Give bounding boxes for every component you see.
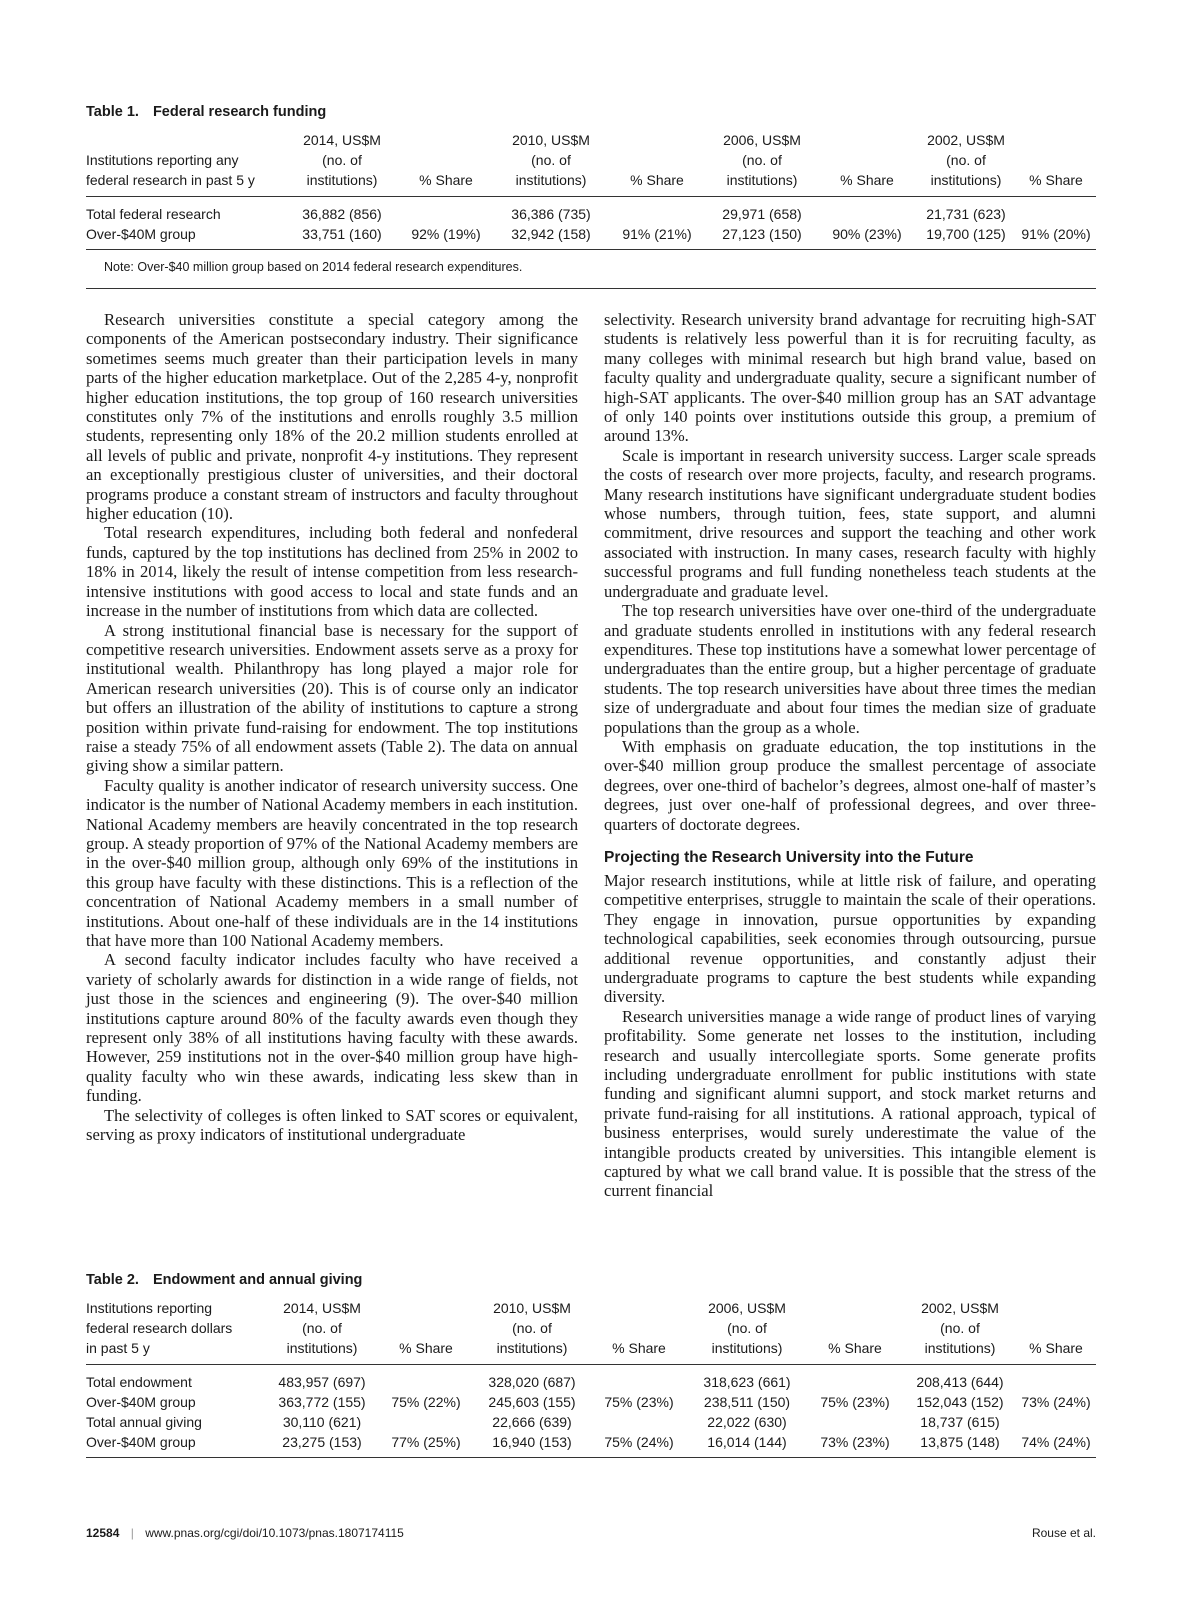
table-cell: 22,022 (630)	[707, 1414, 787, 1430]
table-cell: 74% (24%)	[1016, 1432, 1096, 1458]
table-header-cell: % Share	[608, 130, 706, 197]
page-footer	[86, 1526, 1096, 1540]
table-cell: 328,020 (687)	[488, 1374, 576, 1390]
table-cell: Over-$40M group	[86, 1432, 266, 1458]
paragraph: Faculty quality is another indicator of research university success. One indicator is the number of National Academy members in each institution. National Academy members are heavily concentrated in the top research group. A steady proportion of 97% of the National Academy members are in the over-$40 million group, although only 69% of the institutions in this group have faculty with these distinctions. This is a reflection of the concentration of National Academy members in a small number of institutions. About one-half of these individuals are in the 14 institutions that have more than 100 National Academy members.	[86, 775, 578, 950]
table-2-header-row	[86, 1298, 1096, 1365]
table-cell: 90% (23%)	[818, 224, 916, 250]
table-cell: 75% (22%)	[391, 1394, 461, 1410]
table-1-note: Note: Over-$40 million group based on 2014 federal research expenditures.	[104, 260, 523, 274]
footer-separator: |	[130, 1526, 134, 1540]
table-cell	[608, 197, 706, 225]
table-cell: 75% (24%)	[590, 1432, 688, 1458]
table-cell: 27,123 (150)	[706, 224, 818, 250]
table-cell: 22,666 (639)	[492, 1414, 572, 1430]
table-header-cell: % Share	[398, 130, 494, 197]
table-2-caption	[86, 1272, 1096, 1288]
table-header-cell: 2010, US$M (no. of institutions)	[474, 1298, 590, 1365]
table-cell	[1016, 1365, 1096, 1393]
table-cell: 92% (19%)	[398, 224, 494, 250]
table-2-label: Table 2.	[86, 1272, 139, 1288]
table-cell: 75% (23%)	[820, 1394, 890, 1410]
table-cell: 23,275 (153)	[266, 1432, 378, 1458]
table-cell	[1016, 1412, 1096, 1432]
table-row	[86, 1392, 1096, 1412]
table-cell: 91% (20%)	[1016, 224, 1096, 250]
table-cell: 36,882 (856)	[302, 206, 382, 222]
table-cell: Total annual giving	[86, 1414, 202, 1430]
table-header-cell: % Share	[818, 130, 916, 197]
table-cell: 21,731 (623)	[926, 206, 1006, 222]
table-cell	[806, 1412, 904, 1432]
table-header-cell: % Share	[1016, 1298, 1096, 1365]
table-cell: 18,737 (615)	[920, 1414, 1000, 1430]
table-header-cell: 2002, US$M (no. of institutions)	[916, 130, 1016, 197]
table-header-cell: 2010, US$M (no. of institutions)	[494, 130, 608, 197]
table-cell: 483,957 (697)	[278, 1374, 366, 1390]
table-header-cell: Institutions reporting federal research dollars in past 5 y	[86, 1298, 266, 1365]
table-1-grid	[86, 130, 1096, 250]
table-row	[86, 1365, 1096, 1393]
table-cell: 77% (25%)	[378, 1432, 474, 1458]
paragraph: The top research universities have over one-third of the undergraduate and graduate students enrolled in institutions with any federal research expenditures. These top institutions have a somewhat lower percentage of undergraduates than the entire group, but a higher percentage of graduate students. The top research universities have about three times the median size of undergraduate and about four times the median size of graduate populations than the group as a whole.	[604, 601, 1096, 737]
section-heading: Projecting the Research University into the Future	[604, 848, 974, 866]
table-1	[86, 104, 1096, 289]
table-row	[86, 1432, 1096, 1458]
table-row	[86, 1412, 1096, 1432]
table-cell: Total endowment	[86, 1374, 192, 1390]
table-cell: Over-$40M group	[86, 224, 286, 250]
table-cell	[590, 1365, 688, 1393]
table-cell: 73% (24%)	[1021, 1394, 1091, 1410]
table-cell: 16,014 (144)	[688, 1432, 806, 1458]
table-2	[86, 1272, 1096, 1458]
table-row	[86, 197, 1096, 225]
paragraph: selectivity. Research university brand advantage for recruiting high-SAT students is relatively less powerful than it is for recruiting faculty, as many colleges with minimal research but high brand value, based on faculty quality and undergraduate quality, secure a significant number of high-SAT applicants. The over-$40 million group has an SAT advantage of only 140 points over institutions outside this group, a premium of around 13%.	[604, 310, 1096, 446]
table-cell: 16,940 (153)	[474, 1432, 590, 1458]
table-cell: 318,623 (661)	[703, 1374, 791, 1390]
paragraph: Total research expenditures, including both federal and nonfederal funds, captured by the top institutions has declined from 25% in 2002 to 18% in 2014, likely the result of intense competition from less research-intensive institutions with good access to local and state funds and an increase in the number of institutions from which data are collected.	[86, 523, 578, 621]
table-cell: 32,942 (158)	[494, 224, 608, 250]
paragraph: Scale is important in research university success. Larger scale spreads the costs of research over more projects, faculty, and research programs. Many research institutions have significant undergraduate student bodies whose numbers, through tuition, fees, state support, and alumni commitment, drive resources and support the teaching and other work associated with instruction. In many cases, research faculty with highly successful programs and full funding nonetheless teach students at the undergraduate and graduate level.	[604, 445, 1096, 601]
table-header-cell: 2014, US$M (no. of institutions)	[286, 130, 398, 197]
doi-link[interactable]: www.pnas.org/cgi/doi/10.1073/pnas.1807174115	[145, 1526, 404, 1540]
table-cell: 91% (21%)	[608, 224, 706, 250]
paragraph: A strong institutional financial base is necessary for the support of competitive research universities. Endowment assets serve as a proxy for institutional wealth. Philanthropy has long played a major role for American research universities (20). This is of course only an indicator but offers an illustration of the ability of institutions to capture a strong position within private fund-raising for endowment. The top institutions raise a steady 75% of all endowment assets (Table 2). The data on annual giving show a similar pattern.	[86, 620, 578, 776]
paragraph: A second faculty indicator includes faculty who have received a variety of scholarly awards for distinction in a wide range of fields, not just those in the sciences and engineering (9). The over-$40 million institutions capture around 80% of the faculty awards even though they represent only 38% of all institutions having faculty with these awards. However, 259 institutions not in the over-$40 million group have high-quality faculty who win these awards, indicating less skew than in funding.	[86, 950, 578, 1106]
table-header-cell: Institutions reporting any federal research in past 5 y	[86, 130, 286, 197]
table-cell	[590, 1412, 688, 1432]
paragraph: With emphasis on graduate education, the top institutions in the over-$40 million group produce the smallest percentage of associate degrees, over one-third of bachelor’s degrees, almost one-half of master’s degrees, just over one-half of professional degrees, and over three-quarters of doctorate degrees.	[604, 736, 1096, 834]
table-cell: 19,700 (125)	[916, 224, 1016, 250]
table-header-cell: % Share	[590, 1298, 688, 1365]
table-cell: Total federal research	[86, 206, 221, 222]
table-cell	[378, 1412, 474, 1432]
running-author: Rouse et al.	[1031, 1526, 1096, 1540]
table-cell: 152,043 (152)	[916, 1394, 1004, 1410]
table-1-header-row	[86, 130, 1096, 197]
body-column-left	[86, 310, 578, 1144]
table-1-caption	[86, 104, 1096, 120]
table-cell: 245,603 (155)	[488, 1394, 576, 1410]
paragraph: Research universities constitute a special category among the components of the American postsecondary industry. Their significance sometimes seems much greater than their participation levels in many parts of the higher education marketplace. Out of the 2,285 4-y, nonprofit higher education institutions, the top group of 160 research universities constitutes only 7% of the institutions and enrolls roughly 3.5 million students, representing only 18% of the 20.2 million students enrolled at all levels of public and private, nonprofit 4-y institutions. They represent an exceptionally prestigious cluster of universities, and their doctoral programs produce a constant stream of instructors and faculty throughout higher education (10).	[86, 310, 578, 524]
table-header-cell: % Share	[1016, 130, 1096, 197]
table-cell	[818, 197, 916, 225]
table-cell	[1016, 197, 1096, 225]
table-1-bottom-rule	[86, 288, 1096, 289]
table-1-title: Federal research funding	[152, 104, 327, 120]
table-header-cell: % Share	[806, 1298, 904, 1365]
table-cell	[378, 1365, 474, 1393]
table-header-cell: % Share	[378, 1298, 474, 1365]
page-number: 12584	[86, 1526, 120, 1540]
table-cell: 36,386 (735)	[511, 206, 591, 222]
table-header-cell: 2014, US$M (no. of institutions)	[266, 1298, 378, 1365]
table-cell: 238,511 (150)	[703, 1394, 791, 1410]
table-cell	[806, 1365, 904, 1393]
table-cell	[398, 197, 494, 225]
table-cell: 363,772 (155)	[278, 1394, 366, 1410]
table-cell: 73% (23%)	[806, 1432, 904, 1458]
table-header-cell: 2002, US$M (no. of institutions)	[904, 1298, 1016, 1365]
table-2-title: Endowment and annual giving	[152, 1272, 363, 1288]
table-cell: 33,751 (160)	[286, 224, 398, 250]
paragraph: Research universities manage a wide range of product lines of varying profitability. Some generate net losses to the institution, including research and usually intercollegiate sports. Some generate profits including undergraduate enrollment for public institutions with state funding and significant alumni support, and stock market returns and private fund-raising for all institutions. A rational approach, typical of business enterprises, would surely underestimate the value of the intangible products created by universities. This intangible element is captured by what we call brand value. It is possible that the stress of the current financial	[604, 1006, 1096, 1201]
body-column-right	[604, 310, 1096, 1201]
table-row	[86, 224, 1096, 250]
table-cell: 30,110 (621)	[282, 1414, 362, 1430]
table-cell: 13,875 (148)	[904, 1432, 1016, 1458]
table-header-cell: 2006, US$M (no. of institutions)	[688, 1298, 806, 1365]
table-cell: 29,971 (658)	[722, 206, 802, 222]
table-1-label: Table 1.	[86, 104, 139, 120]
paragraph: Major research institutions, while at little risk of failure, and operating competitive enterprises, struggle to maintain the scale of their operations. They engage in innovation, pursue opportunities by expanding technological capabilities, seek economies through outsourcing, pursue additional revenue opportunities, and constantly adjust their undergraduate programs to capture the best students while expanding diversity.	[604, 870, 1096, 1007]
table-cell: Over-$40M group	[86, 1394, 196, 1410]
table-header-cell: 2006, US$M (no. of institutions)	[706, 130, 818, 197]
table-cell: 208,413 (644)	[916, 1374, 1004, 1390]
paragraph: The selectivity of colleges is often linked to SAT scores or equivalent, serving as proxy indicators of institutional undergraduate	[86, 1105, 578, 1145]
table-2-grid	[86, 1298, 1096, 1458]
table-cell: 75% (23%)	[604, 1394, 674, 1410]
